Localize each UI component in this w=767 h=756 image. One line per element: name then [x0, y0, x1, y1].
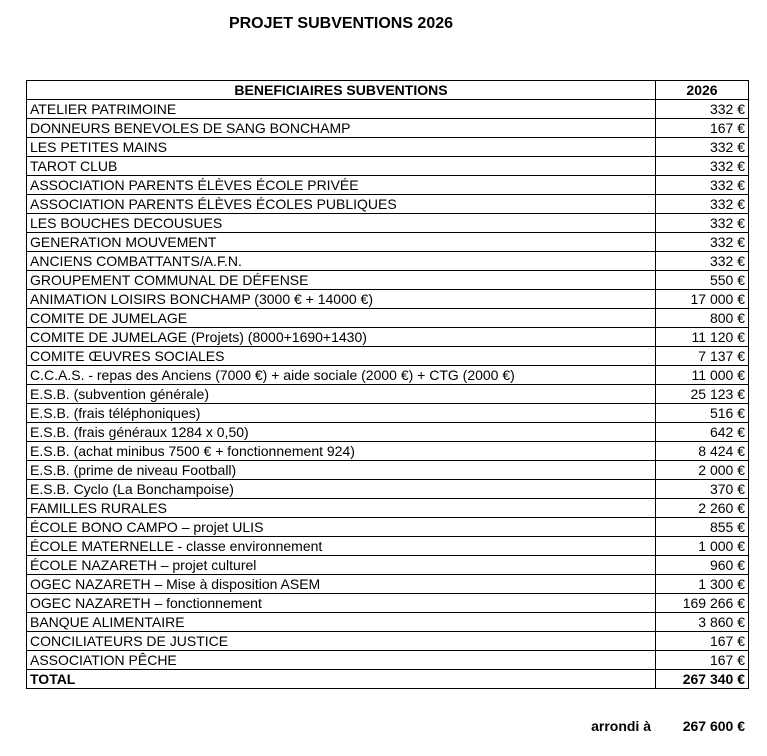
subsidy-amount: 332 € — [656, 214, 749, 233]
header-year: 2026 — [656, 81, 749, 100]
table-row — [27, 119, 749, 138]
beneficiary-name: ANCIENS COMBATTANTS/A.F.N. — [27, 252, 656, 271]
beneficiary-name: ASSOCIATION PARENTS ÉLÈVES ÉCOLES PUBLIQUES — [27, 195, 656, 214]
beneficiary-name: ASSOCIATION PARENTS ÉLÈVES ÉCOLE PRIVÉE — [27, 176, 656, 195]
subsidy-amount: 1 000 € — [656, 537, 749, 556]
beneficiary-name: CONCILIATEURS DE JUSTICE — [27, 632, 656, 651]
subsidy-amount: 332 € — [656, 100, 749, 119]
total-row — [27, 670, 749, 689]
subsidies-table — [26, 80, 749, 689]
table-row — [27, 366, 749, 385]
table-header-row — [27, 81, 749, 100]
subsidy-amount: 169 266 € — [656, 594, 749, 613]
subsidy-amount: 17 000 € — [656, 290, 749, 309]
table-row — [27, 271, 749, 290]
beneficiary-name: ÉCOLE MATERNELLE - classe environnement — [27, 537, 656, 556]
beneficiary-name: GROUPEMENT COMMUNAL DE DÉFENSE — [27, 271, 656, 290]
subsidy-amount: 167 € — [656, 651, 749, 670]
rounded-total — [26, 717, 748, 735]
beneficiary-name: E.S.B. (subvention générale) — [27, 385, 656, 404]
subsidy-amount: 516 € — [656, 404, 749, 423]
subsidy-amount: 332 € — [656, 195, 749, 214]
beneficiary-name: ATELIER PATRIMOINE — [27, 100, 656, 119]
subsidy-amount: 332 € — [656, 233, 749, 252]
table-row — [27, 461, 749, 480]
subsidy-amount: 1 300 € — [656, 575, 749, 594]
subsidy-amount: 2 260 € — [656, 499, 749, 518]
table-row — [27, 252, 749, 271]
table-row — [27, 328, 749, 347]
subsidy-amount: 11 120 € — [656, 328, 749, 347]
table-body — [27, 100, 749, 689]
beneficiary-name: FAMILLES RURALES — [27, 499, 656, 518]
total-amount: 267 340 € — [656, 670, 749, 689]
table-row — [27, 499, 749, 518]
table-row — [27, 480, 749, 499]
table-row — [27, 195, 749, 214]
rounded-amount: 267 600 € — [682, 718, 745, 734]
subsidy-amount: 11 000 € — [656, 366, 749, 385]
table-row — [27, 651, 749, 670]
table-row — [27, 100, 749, 119]
table-row — [27, 404, 749, 423]
beneficiary-name: BANQUE ALIMENTAIRE — [27, 613, 656, 632]
beneficiary-name: LES BOUCHES DECOUSUES — [27, 214, 656, 233]
table-row — [27, 347, 749, 366]
beneficiary-name: ASSOCIATION PÊCHE — [27, 651, 656, 670]
table-row — [27, 537, 749, 556]
subsidy-amount: 332 € — [656, 138, 749, 157]
subsidy-amount: 3 860 € — [656, 613, 749, 632]
subsidy-amount: 855 € — [656, 518, 749, 537]
beneficiary-name: COMITE ŒUVRES SOCIALES — [27, 347, 656, 366]
subsidy-amount: 332 € — [656, 176, 749, 195]
subsidy-amount: 2 000 € — [656, 461, 749, 480]
header-beneficiaries: BENEFICIAIRES SUBVENTIONS — [27, 81, 656, 100]
beneficiary-name: E.S.B. (frais généraux 1284 x 0,50) — [27, 423, 656, 442]
beneficiary-name: OGEC NAZARETH – Mise à disposition ASEM — [27, 575, 656, 594]
beneficiary-name: E.S.B. (frais téléphoniques) — [27, 404, 656, 423]
subsidy-amount: 642 € — [656, 423, 749, 442]
subsidy-amount: 25 123 € — [656, 385, 749, 404]
table-row — [27, 233, 749, 252]
table-row — [27, 556, 749, 575]
document-title: PROJET SUBVENTIONS 2026 — [228, 15, 454, 32]
beneficiary-name: ÉCOLE BONO CAMPO – projet ULIS — [27, 518, 656, 537]
subsidy-amount: 7 137 € — [656, 347, 749, 366]
table-row — [27, 157, 749, 176]
subsidy-amount: 167 € — [656, 119, 749, 138]
beneficiary-name: ÉCOLE NAZARETH – projet culturel — [27, 556, 656, 575]
subsidy-amount: 332 € — [656, 157, 749, 176]
subsidy-amount: 800 € — [656, 309, 749, 328]
table-row — [27, 176, 749, 195]
subsidy-amount: 370 € — [656, 480, 749, 499]
subsidy-amount: 332 € — [656, 252, 749, 271]
table-row — [27, 594, 749, 613]
subsidy-amount: 550 € — [656, 271, 749, 290]
table-row — [27, 309, 749, 328]
beneficiary-name: DONNEURS BENEVOLES DE SANG BONCHAMP — [27, 119, 656, 138]
beneficiary-name: TAROT CLUB — [27, 157, 656, 176]
table-row — [27, 214, 749, 233]
table-row — [27, 518, 749, 537]
table-row — [27, 442, 749, 461]
table-row — [27, 575, 749, 594]
total-label: TOTAL — [27, 670, 656, 689]
beneficiary-name: C.C.A.S. - repas des Anciens (7000 €) + aide sociale (2000 €) + CTG (2000 €) — [27, 366, 656, 385]
table-row — [27, 385, 749, 404]
beneficiary-name: ANIMATION LOISIRS BONCHAMP (3000 € + 14000 €) — [27, 290, 656, 309]
subsidy-amount: 167 € — [656, 632, 749, 651]
beneficiary-name: LES PETITES MAINS — [27, 138, 656, 157]
table-row — [27, 138, 749, 157]
table-row — [27, 613, 749, 632]
beneficiary-name: COMITE DE JUMELAGE — [27, 309, 656, 328]
beneficiary-name: E.S.B. (prime de niveau Football) — [27, 461, 656, 480]
beneficiary-name: E.S.B. Cyclo (La Bonchampoise) — [27, 480, 656, 499]
beneficiary-name: COMITE DE JUMELAGE (Projets) (8000+1690+1430) — [27, 328, 656, 347]
rounded-label: arrondi à — [591, 718, 651, 734]
beneficiary-name: GENERATION MOUVEMENT — [27, 233, 656, 252]
table-row — [27, 290, 749, 309]
table-row — [27, 423, 749, 442]
table-row — [27, 632, 749, 651]
subsidy-amount: 960 € — [656, 556, 749, 575]
beneficiary-name: OGEC NAZARETH – fonctionnement — [27, 594, 656, 613]
subsidy-amount: 8 424 € — [656, 442, 749, 461]
beneficiary-name: E.S.B. (achat minibus 7500 € + fonctionnement 924) — [27, 442, 656, 461]
